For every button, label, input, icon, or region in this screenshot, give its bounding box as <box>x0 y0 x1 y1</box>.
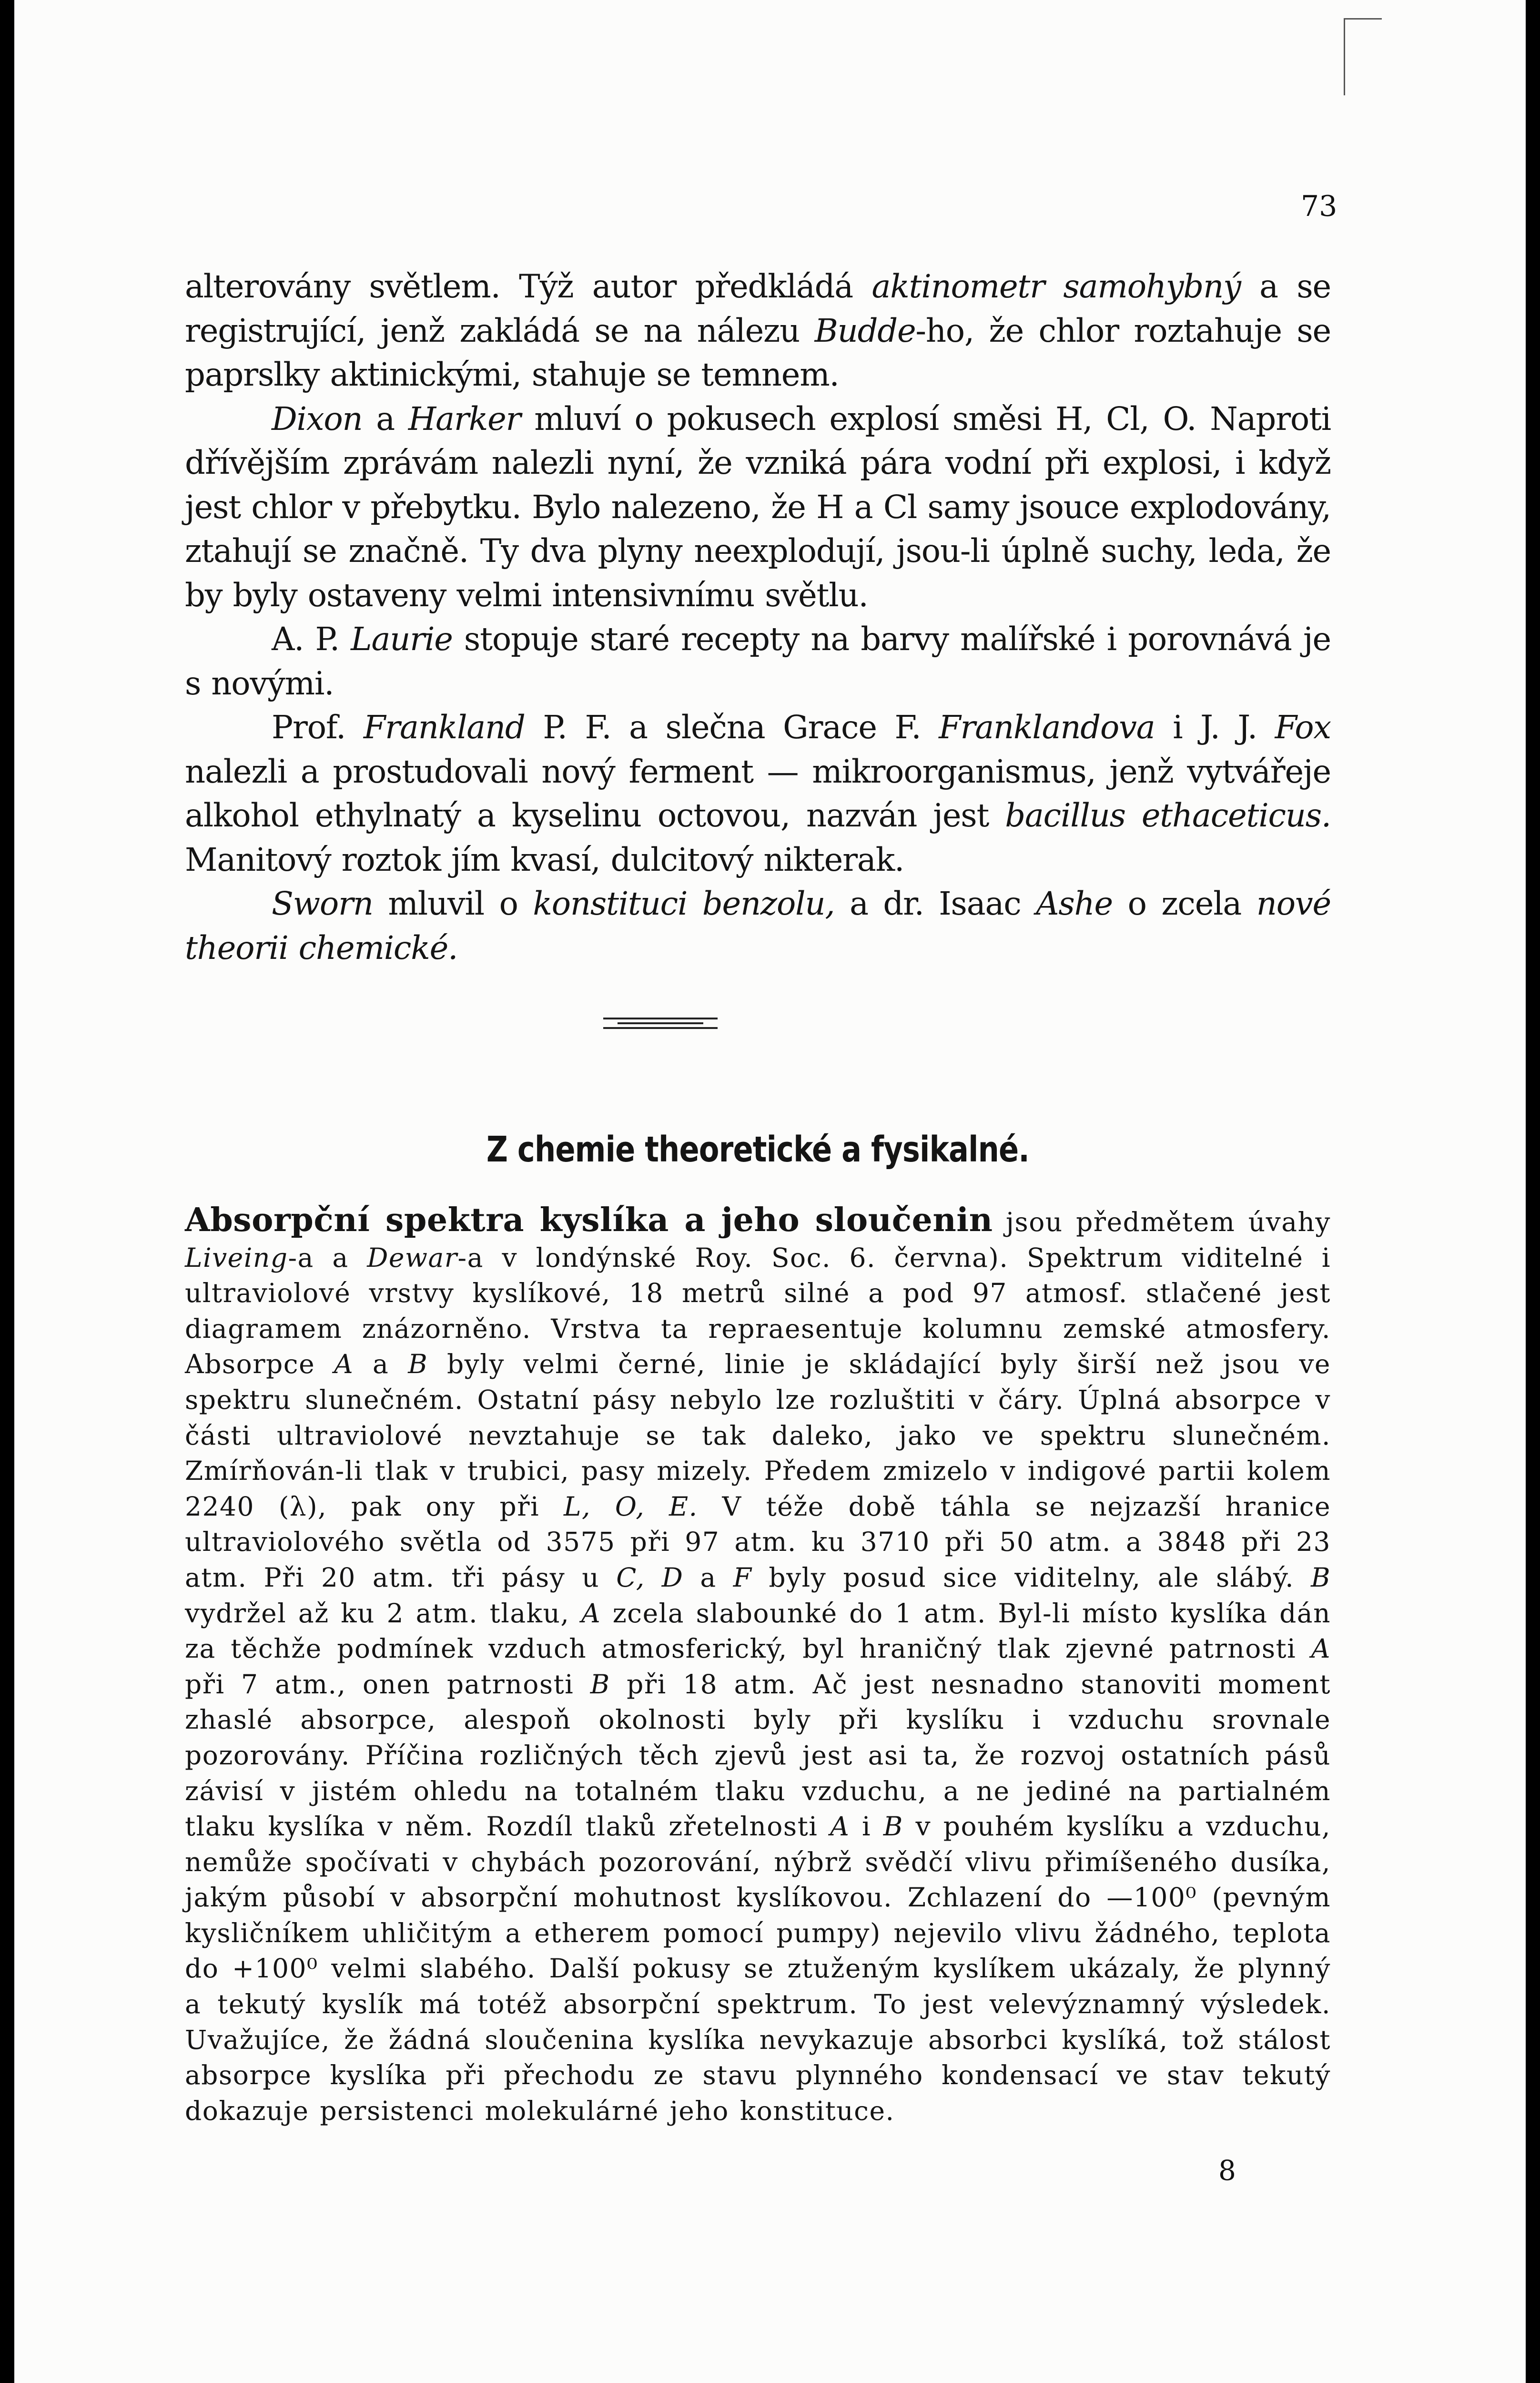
text-run: vydržel až ku 2 atm. tlaku, <box>185 1598 581 1629</box>
italic-text: Laurie <box>351 621 453 658</box>
text-run: zcela slabounké do 1 atm. Byl-li místo kyslíka dán za těchže podmínek vzduch atmosferický, byl hraničný tlak zjevné patrnosti <box>185 1598 1331 1664</box>
text-run: a dr. Isaac <box>834 885 1036 922</box>
text-run: -ho, že chlor roztahuje se paprslky aktinickými, stahuje se temnem. <box>185 312 1331 393</box>
section-paragraph <box>185 1202 1331 2128</box>
paragraph-lead-title: Absorpční spektra kyslíka a jeho sloučenin <box>185 1201 993 1239</box>
italic-text: A <box>581 1598 601 1629</box>
text-run: byly posud sice viditelny, ale slábý. <box>752 1562 1311 1593</box>
signature-mark: 8 <box>1218 2154 1236 2187</box>
text-run: a se registrující, jenž zakládá se na nálezu <box>185 268 1331 349</box>
italic-text: Liveing <box>185 1242 288 1273</box>
text-run: stopuje staré recepty na barvy malířské i porovnává je s novými. <box>185 621 1331 702</box>
italic-text: nové theorii chemické. <box>185 885 1331 967</box>
text-run: i J. J. <box>1155 709 1275 746</box>
paragraph <box>185 705 1331 882</box>
italic-text: A <box>830 1811 850 1842</box>
text-run: a <box>354 1349 408 1380</box>
paragraph <box>185 617 1331 705</box>
italic-text: Dewar <box>367 1242 458 1273</box>
italic-text: Frankland <box>363 709 525 746</box>
text-run: mluví o pokusech explosí směsi H, Cl, O. Naproti dřívějším zprávám nalezli nyní, že vzniká pára vodní při explosi, i když jest chlor v přebytku. Bylo nalezeno, že H a Cl samy jsouce explodovány, ztahují se značně. Ty dva plyny neexplodují, jsou-li úplně suchy, leda, že by byly ostaveny velmi intensivnímu světlu. <box>185 400 1331 614</box>
text-run: nalezli a prostudovali nový ferment — mikroorganismus, jenž vytvářeje alkohol ethylnatý a kyselinu octovou, nazván jest <box>185 753 1331 834</box>
section-divider <box>603 1018 718 1029</box>
italic-text: L, O, E. <box>563 1491 698 1522</box>
text-run: -a v londýnské Roy. Soc. 6. června). Spektrum viditelné i ultraviolové vrstvy kyslíkové, 18 metrů silné a pod 97 atmosf. stlačené jest diagramem znázorněno. Vrstva ta repraesentuje kolumnu zemské atmosfery. Absorpce <box>185 1242 1331 1380</box>
text-run: i <box>850 1811 883 1842</box>
italic-text: B <box>1311 1562 1331 1593</box>
italic-text: B <box>408 1349 428 1380</box>
italic-text: F <box>733 1562 752 1593</box>
italic-text: Harker <box>408 400 521 438</box>
text-run: -a a <box>288 1242 367 1273</box>
section-heading: Z chemie theoretické a fysikalné. <box>486 1129 1030 1170</box>
italic-text: Fox <box>1275 709 1331 746</box>
paragraph <box>185 882 1331 970</box>
scan-edge-mark <box>1344 19 1345 95</box>
text-run: a <box>362 400 408 438</box>
text-run: jsou předmětem úvahy <box>993 1207 1331 1237</box>
italic-text: A <box>1311 1633 1331 1664</box>
paragraph <box>185 397 1331 618</box>
top-paragraphs <box>185 265 1331 970</box>
text-run: V téže době táhla se nejzazší hranice ultraviolového světla od 3575 při 97 atm. ku 3710 při 50 atm. a 3848 při 23 atm. Při 20 atm. tři pásy u <box>185 1491 1331 1593</box>
text-run: byly velmi černé, linie je skládající byly širší než jsou ve spektru slunečném. Ostatní pásy nebylo lze rozluštiti v čáry. Úplná absorpce v části ultraviolové nevztahuje se tak daleko, jako ve spektru slunečném. Zmírňován-li tlak v trubici, pasy mizely. Předem zmizelo v indigové partii kolem 2240 (λ), pak ony při <box>185 1349 1331 1522</box>
italic-text: Sworn <box>272 885 373 922</box>
italic-text: aktinometr samohybný <box>871 268 1241 305</box>
text-run: o zcela <box>1112 885 1256 922</box>
text-run: mluvil o <box>373 885 533 922</box>
scan-edge-mark <box>1344 18 1382 20</box>
italic-text: Franklandova <box>939 709 1155 746</box>
italic-text: B <box>883 1811 903 1842</box>
italic-text: bacillus ethaceticus. <box>1005 797 1331 834</box>
text-run: Prof. <box>272 709 364 746</box>
italic-text: B <box>590 1669 610 1700</box>
italic-text: Budde <box>814 312 916 349</box>
text-run: P. F. a slečna Grace F. <box>525 709 939 746</box>
text-run: při 18 atm. Ač jest nesnadno stanoviti moment zhaslé absorpce, alespoň okolnosti byly při kyslíku i vzduchu srovnale pozorovány. Příčina rozličných těch zjevů jest asi ta, že rozvoj ostatních pásů závisí v jistém ohledu na totalném tlaku vzduchu, a ne jediné na partialném tlaku kyslíka v něm. Rozdíl tlaků zřetelnosti <box>185 1669 1331 1842</box>
italic-text: Dixon <box>272 400 363 438</box>
text-run: A. P. <box>272 621 351 658</box>
italic-text: Ashe <box>1036 885 1113 922</box>
text-run: v pouhém kyslíku a vzduchu, nemůže spočívati v chybách pozorování, nýbrž svědčí vlivu přimíšeného dusíka, jakým působí v absorpční mohutnost kyslíkovou. Zchlazení do —100⁰ (pevným kysličníkem uhličitým a etherem pomocí pumpy) nejevilo vlivu žádného, teplota do +100⁰ velmi slabého. Další pokusy se ztuženým kyslíkem ukázaly, že plynný a tekutý kyslík má totéž absorpční spektrum. To jest velevýznamný výsledek. Uvažujíce, že žádná sloučenina kyslíka nevykazuje absorbci kyslíká, tož stálost absorpce kyslíka při přechodu ze stavu plynného kondensací ve stav tekutý dokazuje persistenci molekulárné jeho konstituce. <box>185 1811 1331 2126</box>
italic-text: konstituci benzolu, <box>533 885 835 922</box>
italic-text: A <box>334 1349 354 1380</box>
book-page <box>14 0 1526 2383</box>
text-run: a <box>683 1562 733 1593</box>
text-block <box>185 265 1331 2128</box>
text-run: alterovány světlem. Týž autor předkládá <box>185 268 872 305</box>
text-run: Manitový roztok jím kvasí, dulcitový nikterak. <box>185 841 904 878</box>
page-number: 73 <box>1301 190 1337 223</box>
italic-text: C, D <box>616 1562 684 1593</box>
paragraph <box>185 265 1331 397</box>
text-run: při 7 atm., onen patrnosti <box>185 1669 590 1700</box>
